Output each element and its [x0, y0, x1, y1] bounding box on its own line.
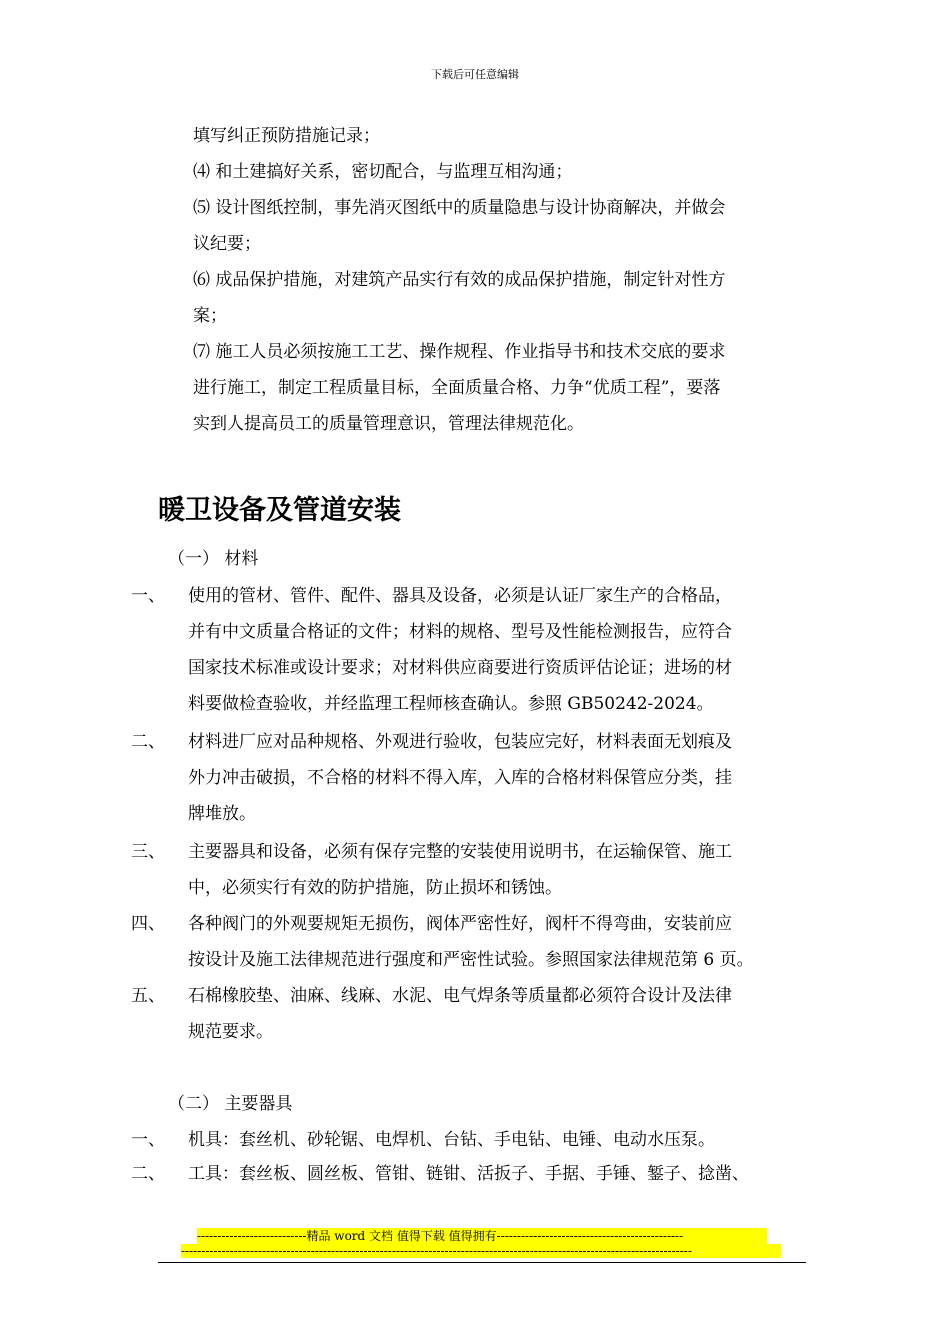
list-item-line: 各种阀门的外观要规矩无损伤，阀体严密性好，阀杆不得弯曲，安装前应	[188, 914, 732, 934]
tools-heading: （二） 主要器具	[168, 1094, 293, 1114]
list-item-line: 并有中文质量合格证的文件；材料的规格、型号及性能检测报告，应符合	[188, 622, 732, 642]
list-item-line: 使用的管材、管件、配件、器具及设备，必须是认证厂家生产的合格品，	[188, 586, 732, 606]
intro-line: 案；	[193, 306, 227, 326]
intro-line: ⑹ 成品保护措施，对建筑产品实行有效的成品保护措施，制定针对性方	[193, 270, 726, 290]
footer-banner: ---------------------------精品 word 文档 值得下载 值得拥有----------------------------------------------	[197, 1228, 767, 1244]
intro-line: 进行施工，制定工程质量目标，全面质量合格、力争“优质工程”，要落	[193, 378, 721, 398]
list-item-line: 外力冲击破损，不合格的材料不得入库，入库的合格材料保管应分类，挂	[188, 768, 732, 788]
list-number: 五、	[131, 986, 165, 1006]
intro-line: ⑸ 设计图纸控制，事先消灭图纸中的质量隐患与设计协商解决，并做会	[193, 198, 726, 218]
footer-dashes: ------------------------------------------------------------------------------------------------------------------------------	[181, 1244, 781, 1258]
list-number: 二、	[131, 1164, 165, 1184]
materials-heading: （一） 材料	[168, 549, 259, 569]
list-number: 一、	[131, 1130, 165, 1150]
list-number: 一、	[131, 586, 165, 606]
list-item-line: 规范要求。	[188, 1022, 273, 1042]
section-title: 暖卫设备及管道安装	[158, 495, 401, 526]
intro-line: 填写纠正预防措施记录；	[193, 126, 380, 146]
list-item-line: 国家技术标准或设计要求；对材料供应商要进行资质评估论证；进场的材	[188, 658, 732, 678]
list-item-line: 中，必须实行有效的防护措施，防止损坏和锈蚀。	[188, 878, 562, 898]
list-item-line: 主要器具和设备，必须有保存完整的安装使用说明书，在运输保管、施工	[188, 842, 732, 862]
intro-line: ⑷ 和土建搞好关系，密切配合，与监理互相沟通；	[193, 162, 573, 182]
list-item-line: 材料进厂应对品种规格、外观进行验收，包装应完好，材料表面无划痕及	[188, 732, 732, 752]
intro-line: 实到人提高员工的质量管理意识，管理法律规范化。	[193, 414, 584, 434]
intro-line: 议纪要；	[193, 234, 261, 254]
list-item-line: 工具：套丝板、圆丝板、管钳、链钳、活扳子、手据、手锤、錾子、捻凿、	[188, 1164, 749, 1184]
footer-divider	[158, 1262, 806, 1263]
list-item-line: 牌堆放。	[188, 804, 256, 824]
intro-line: ⑺ 施工人员必须按施工工艺、操作规程、作业指导书和技术交底的要求	[193, 342, 726, 362]
list-item-line: 石棉橡胶垫、油麻、线麻、水泥、电气焊条等质量都必须符合设计及法律	[188, 986, 732, 1006]
list-item-line: 按设计及施工法律规范进行强度和严密性试验。参照国家法律规范第 6 页。	[188, 950, 754, 970]
list-item-line: 机具：套丝机、砂轮锯、电焊机、台钻、手电钻、电锤、电动水压泵。	[188, 1130, 715, 1150]
list-number: 三、	[131, 842, 165, 862]
page-header: 下载后可任意编辑	[431, 68, 519, 81]
list-number: 二、	[131, 732, 165, 752]
list-number: 四、	[131, 914, 165, 934]
list-item-line: 料要做检查验收，并经监理工程师核查确认。参照 GB50242-2024。	[188, 694, 714, 714]
